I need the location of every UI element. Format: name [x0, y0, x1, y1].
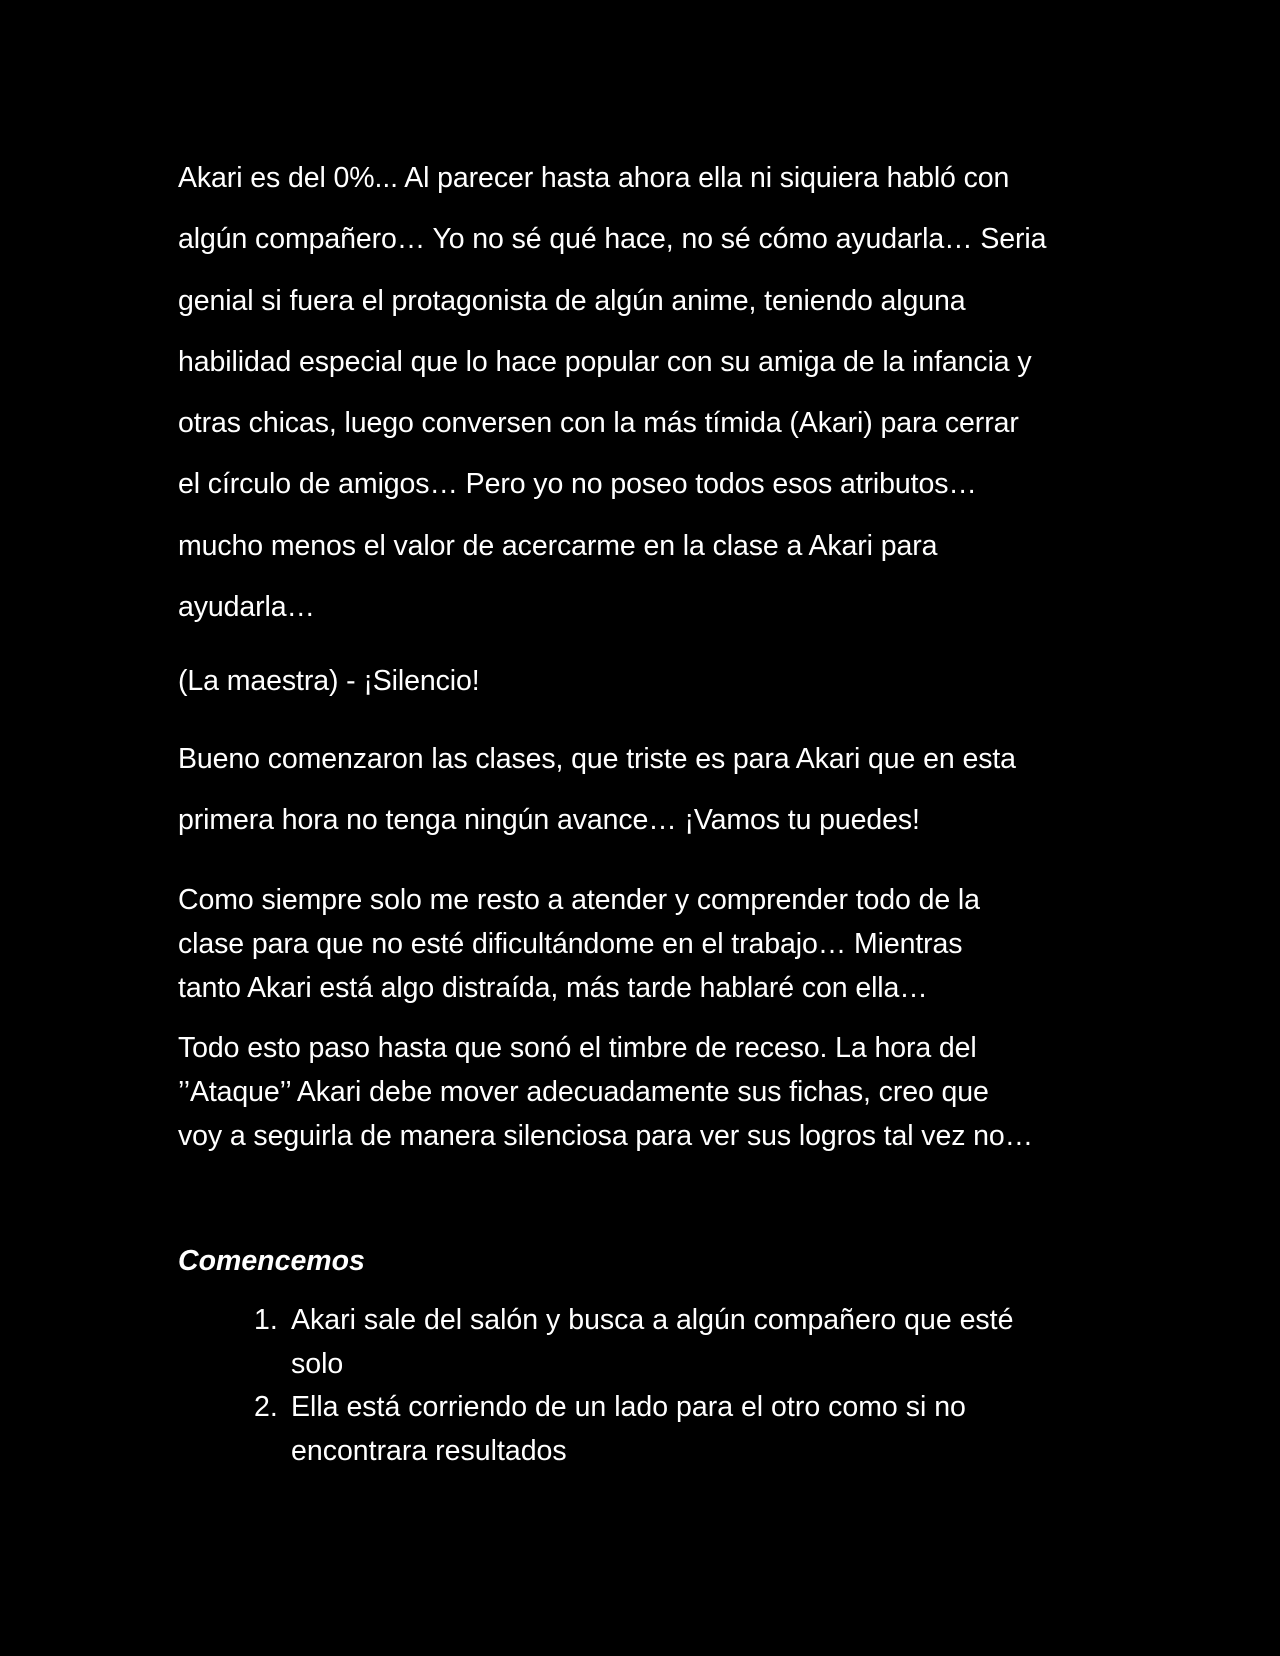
- text-line: Bueno comenzaron las clases, que triste es para Akari que en esta: [178, 742, 1016, 775]
- document-page: [178, 148, 1114, 1473]
- text-line: el círculo de amigos… Pero yo no poseo todos esos atributos…: [178, 468, 977, 501]
- list-item-text-line: encontrara resultados: [291, 1434, 567, 1467]
- text-line: primera hora no tenga ningún avance… ¡Vamos tu puedes!: [178, 803, 920, 836]
- list-item-text-line: solo: [291, 1347, 344, 1380]
- list-item: [178, 1299, 1114, 1386]
- text-line: ’’Ataque’’ Akari debe mover adecuadamente sus fichas, creo que: [178, 1076, 989, 1109]
- text-line: genial si fuera el protagonista de algún anime, teniendo alguna: [178, 284, 966, 317]
- numbered-list: [178, 1299, 1114, 1473]
- text-line: algún compañero… Yo no sé qué hace, no sé cómo ayudarla… Seria: [178, 223, 1047, 256]
- text-line: tanto Akari está algo distraída, más tarde hablaré con ella…: [178, 972, 928, 1005]
- paragraph-teacher-line: [178, 651, 1114, 712]
- text-line: habilidad especial que lo hace popular con su amiga de la infancia y: [178, 345, 1032, 378]
- text-line: (La maestra) - ¡Silencio!: [178, 665, 480, 698]
- list-item-number: 1.: [254, 1304, 278, 1337]
- paragraph-intro: [178, 148, 1114, 638]
- list-item-number: 2.: [254, 1391, 278, 1424]
- text-line: mucho menos el valor de acercarme en la clase a Akari para: [178, 529, 938, 562]
- text-line: Akari es del 0%... Al parecer hasta ahora ella ni siquiera habló con: [178, 162, 1010, 194]
- list-item-text-line: Ella está corriendo de un lado para el otro como si no: [291, 1391, 966, 1424]
- text-line: voy a seguirla de manera silenciosa para ver sus logros tal vez no…: [178, 1120, 1034, 1153]
- section-heading: Comencemos: [178, 1245, 365, 1278]
- paragraph-recess: [178, 1026, 1114, 1158]
- text-line: clase para que no esté dificultándome en el trabajo… Mientras: [178, 928, 963, 961]
- text-line: otras chicas, luego conversen con la más tímida (Akari) para cerrar: [178, 407, 1019, 440]
- text-line: Todo esto paso hasta que sonó el timbre de receso. La hora del: [178, 1032, 977, 1065]
- paragraph-as-always: [178, 878, 1114, 1010]
- paragraph-classes-start: [178, 729, 1114, 852]
- text-line: ayudarla…: [178, 591, 315, 624]
- text-line: Como siempre solo me resto a atender y comprender todo de la: [178, 884, 980, 917]
- list-item-text-line: Akari sale del salón y busca a algún compañero que esté: [291, 1304, 1014, 1337]
- list-item: [178, 1386, 1114, 1473]
